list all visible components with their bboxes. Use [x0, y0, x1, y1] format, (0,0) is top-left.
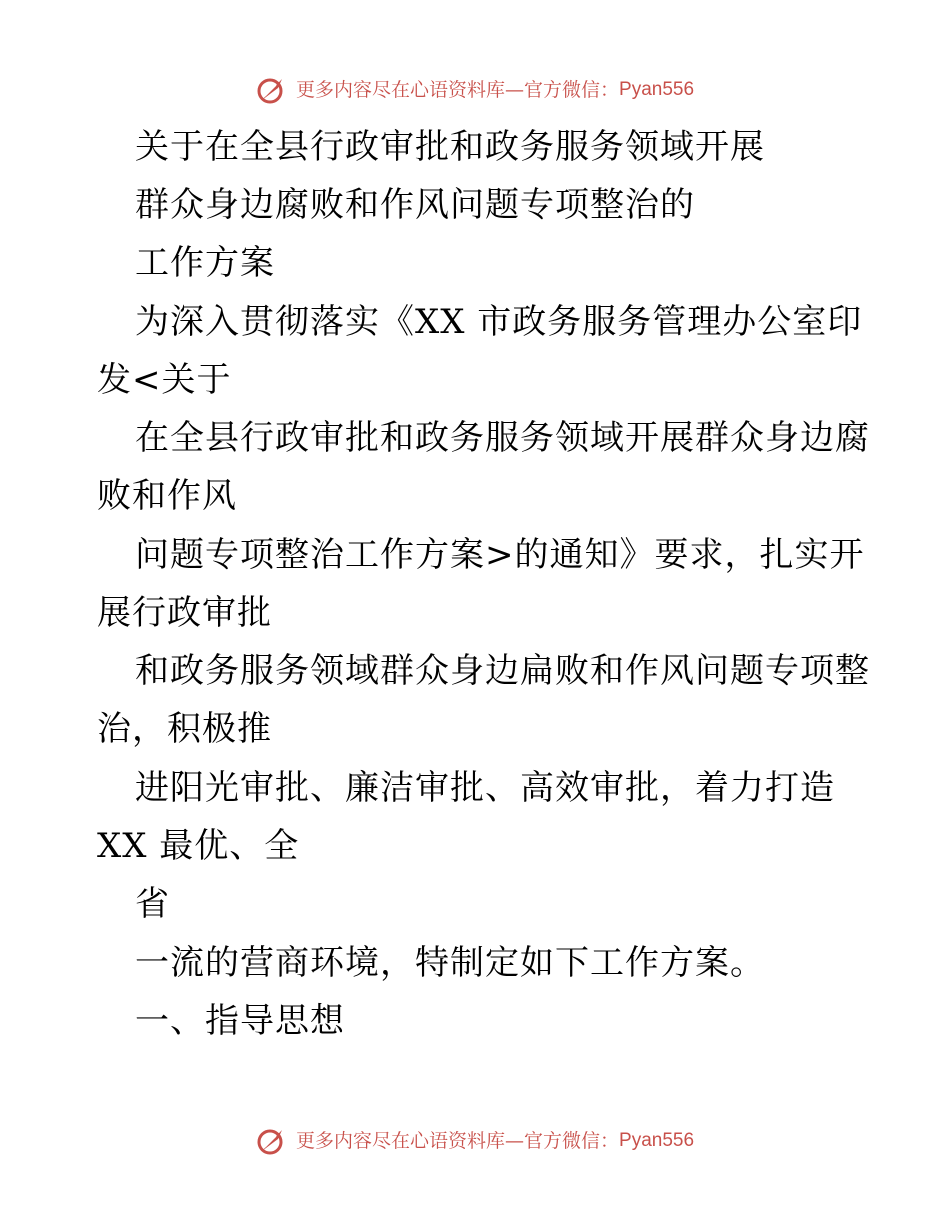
text-line: 发<关于	[97, 360, 232, 400]
text-line: 进阳光审批、廉洁审批、高效审批，着力打造	[135, 768, 835, 808]
section-heading: 一、指导思想	[135, 1001, 345, 1041]
text-line: 败和作风	[97, 476, 237, 516]
quill-logo-icon	[256, 1127, 286, 1155]
text-line: 一流的营商环境，特制定如下工作方案。	[135, 943, 765, 983]
title-line-1: 关于在全县行政审批和政务服务领域开展	[135, 127, 765, 167]
watermark-site-text: 更多内容尽在心语资料库	[296, 1130, 506, 1152]
watermark-wechat-label: 官方微信：	[524, 1130, 620, 1152]
footer-watermark	[0, 1127, 950, 1155]
watermark-site-text: 更多内容尽在心语资料库	[296, 79, 506, 101]
title-line-3: 工作方案	[135, 243, 275, 283]
watermark-dash: —	[505, 1130, 525, 1152]
watermark-wechat-label: 官方微信：	[524, 79, 620, 101]
text-line: 省	[135, 884, 170, 924]
text-line: 在全县行政审批和政务服务领域开展群众身边腐	[135, 418, 870, 458]
text-line: 为深入贯彻落实《XX 市政务服务管理办公室印	[135, 302, 863, 342]
text-line: 和政务服务领域群众身边扁败和作风问题专项整	[135, 651, 870, 691]
watermark-wechat-id: Pyan556	[619, 1130, 695, 1151]
text-line: XX 最优、全	[97, 826, 300, 866]
text-line: 展行政审批	[97, 593, 272, 633]
watermark-dash: —	[505, 79, 525, 101]
text-line: 治，积极推	[97, 709, 272, 749]
title-line-2: 群众身边腐败和作风问题专项整治的	[135, 185, 695, 225]
watermark-wechat-id: Pyan556	[619, 79, 695, 100]
text-line: 问题专项整治工作方案>的通知》要求，扎实开	[135, 535, 865, 575]
